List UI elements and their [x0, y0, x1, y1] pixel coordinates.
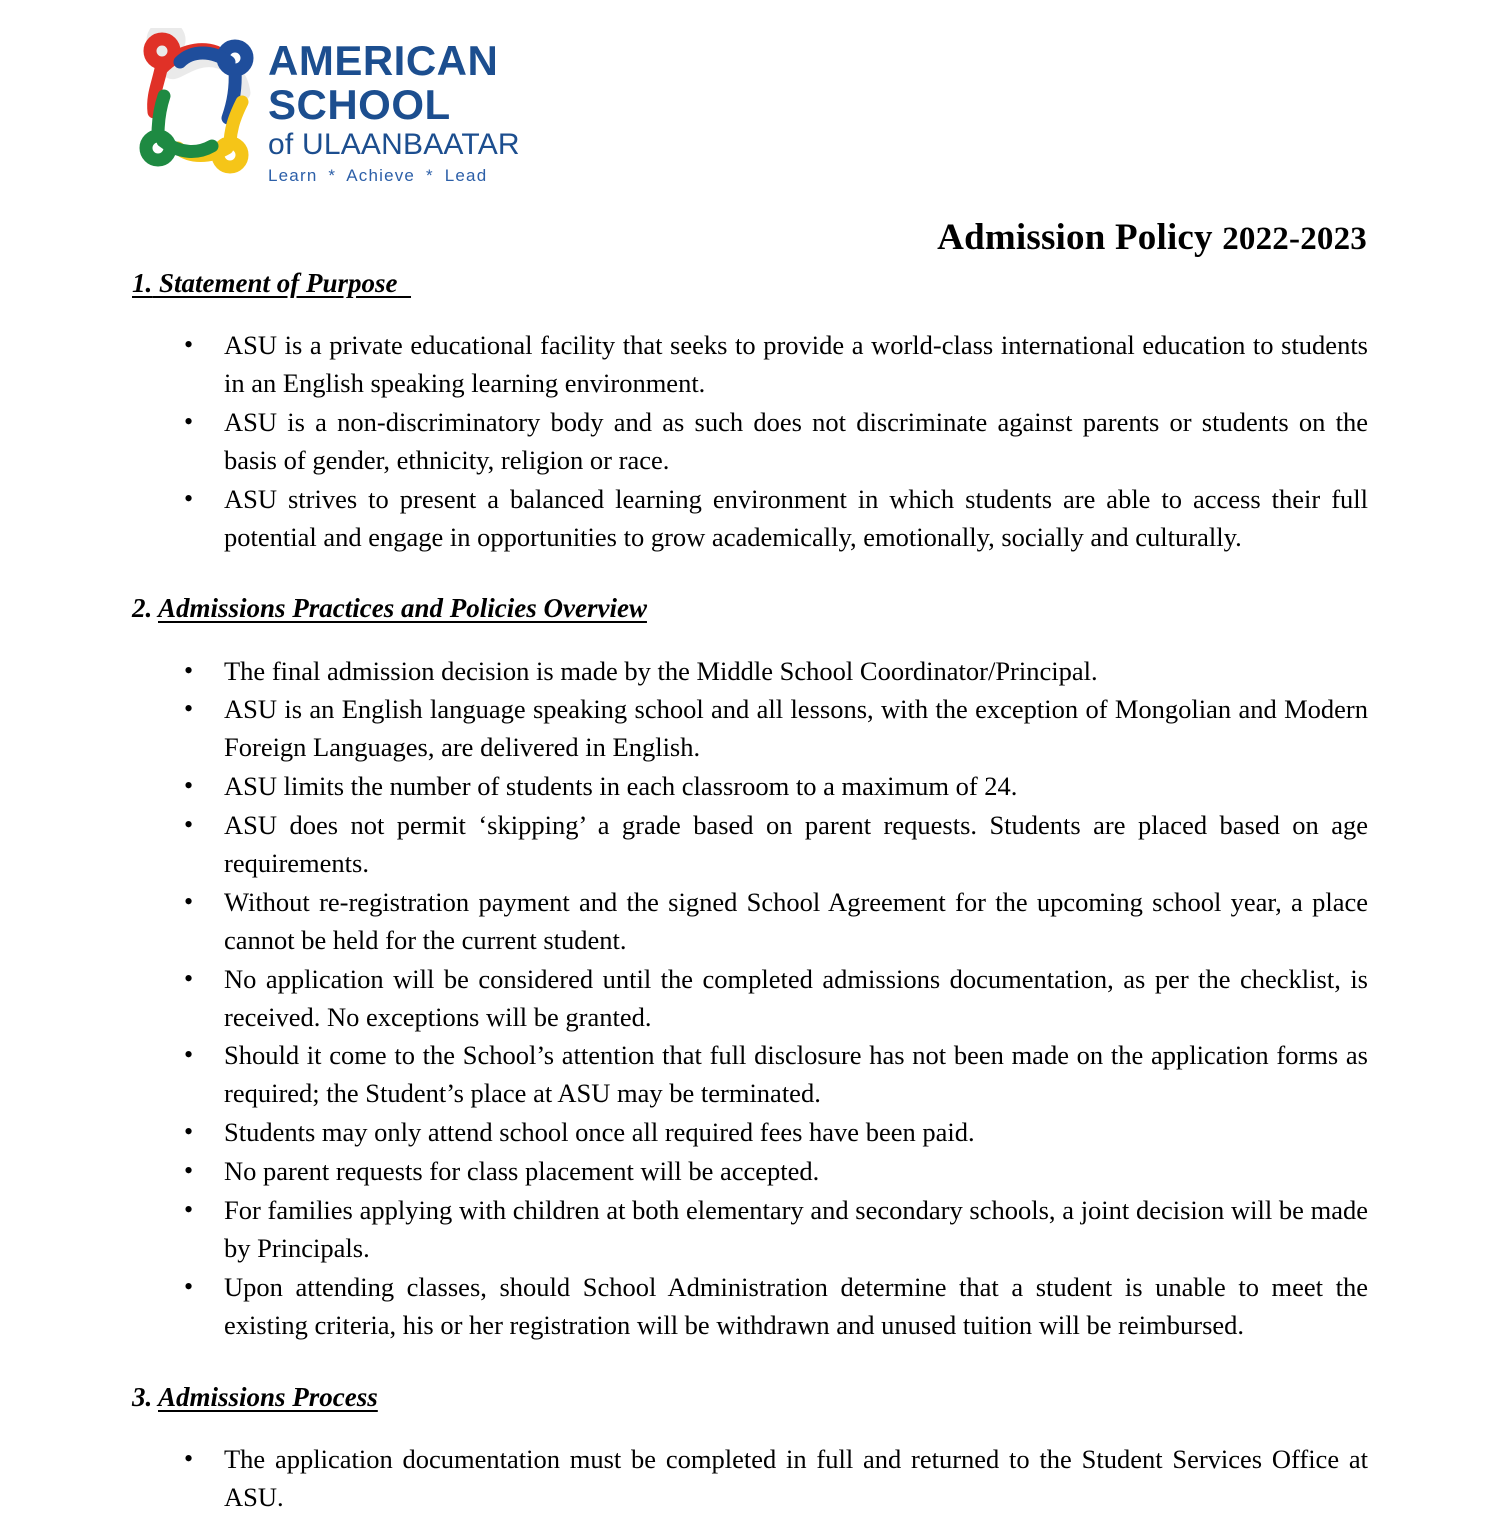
list-item: • ASU does not permit ‘skipping’ a grade based on parent requests. Students are placed based on age requirements.	[132, 807, 1368, 883]
section-number-1: 1.	[132, 268, 153, 298]
document-body	[132, 266, 1368, 1517]
list-item: • ASU is a private educational facility that seeks to provide a world-class international education to students in an English speaking learning environment.	[132, 327, 1368, 403]
list-item: • Students may only attend school once all required fees have been paid.	[132, 1114, 1368, 1152]
section-number-2: 2.	[132, 593, 153, 624]
section-heading-2	[132, 591, 1368, 626]
list-item: • ASU is an English language speaking school and all lessons, with the exception of Mongolian and Modern Foreign Languages, are delivered in English.	[132, 691, 1368, 767]
section-title-1: Statement of Purpose	[159, 268, 398, 298]
logo-word-school: SCHOOL	[268, 81, 451, 128]
page-title	[132, 216, 1367, 259]
page-title-year: 2022-2023	[1222, 221, 1367, 257]
list-item: • ASU limits the number of students in each classroom to a maximum of 24.	[132, 768, 1368, 806]
section-1-bullet-list	[132, 327, 1368, 556]
section-title-2: Admissions Practices and Policies Overview	[158, 593, 647, 624]
list-item: • Without re-registration payment and the signed School Agreement for the upcoming school year, a place cannot be held for the current student.	[132, 884, 1368, 960]
list-item: • For families applying with children at both elementary and secondary schools, a joint decision will be made by Principals.	[132, 1192, 1368, 1268]
asu-logo-icon	[132, 28, 260, 178]
logo-word-ulaanbaatar: of ULAANBAATAR	[268, 128, 520, 161]
list-item: • The application documentation must be completed in full and returned to the Student Services Office at ASU.	[132, 1441, 1368, 1517]
logo-wordmark	[268, 28, 520, 184]
section-heading-3	[132, 1380, 1368, 1415]
list-item: • The final admission decision is made by the Middle School Coordinator/Principal.	[132, 653, 1368, 691]
school-logo-header	[132, 28, 532, 188]
list-item: • No parent requests for class placement will be accepted.	[132, 1153, 1368, 1191]
section-3-bullet-list	[132, 1441, 1368, 1517]
section-number-3: 3.	[132, 1381, 153, 1412]
logo-word-american: AMERICAN	[268, 37, 499, 84]
list-item: • ASU strives to present a balanced learning environment in which students are able to access their full potential and engage in opportunities to grow academically, emotionally, socially and culturally.	[132, 481, 1368, 557]
list-item: • Should it come to the School’s attention that full disclosure has not been made on the application forms as required; the Student’s place at ASU may be terminated.	[132, 1037, 1368, 1113]
section-heading-1	[132, 266, 1368, 301]
list-item: • ASU is a non-discriminatory body and as such does not discriminate against parents or students on the basis of gender, ethnicity, religion or race.	[132, 404, 1368, 480]
logo-tagline: Learn * Achieve * Lead	[268, 166, 488, 185]
section-2-bullet-list	[132, 653, 1368, 1345]
list-item: • No application will be considered until the completed admissions documentation, as per the checklist, is received. No exceptions will be granted.	[132, 961, 1368, 1037]
page-title-text: Admission Policy	[937, 217, 1223, 258]
list-item: • Upon attending classes, should School Administration determine that a student is unable to meet the existing criteria, his or her registration will be withdrawn and unused tuition will be reimbursed.	[132, 1269, 1368, 1345]
section-title-3: Admissions Process	[158, 1381, 378, 1412]
